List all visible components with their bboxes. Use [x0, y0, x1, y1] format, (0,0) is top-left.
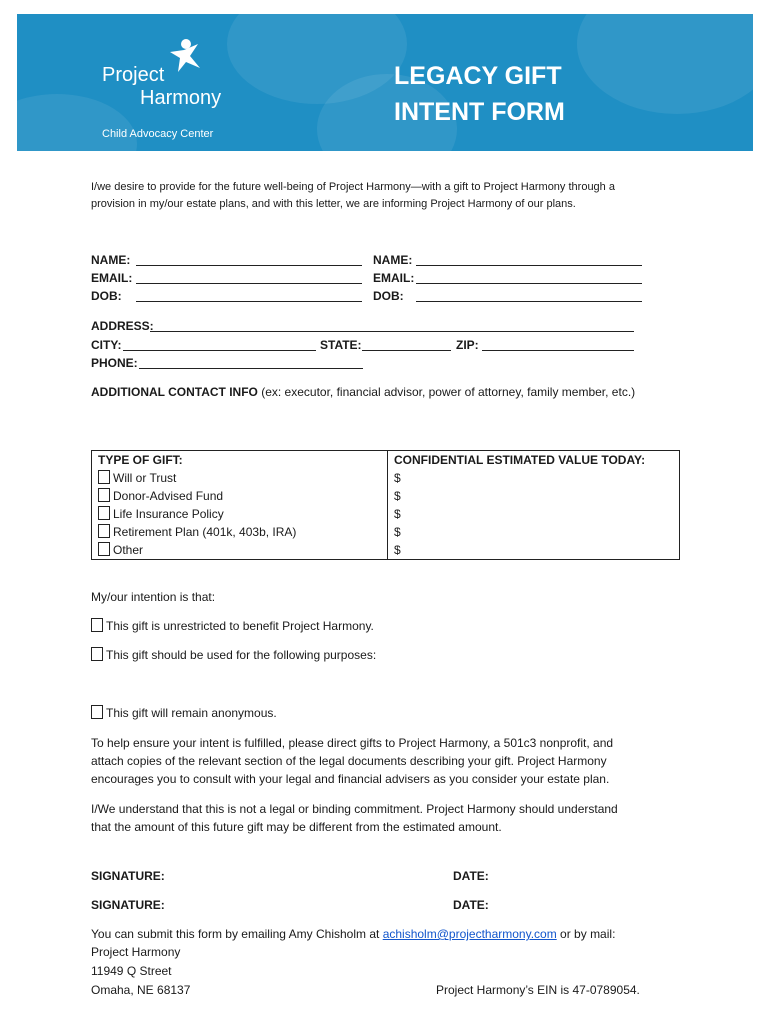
email-label-2: EMAIL: — [373, 271, 415, 285]
gift-option[interactable] — [98, 469, 381, 487]
zip-field[interactable] — [482, 350, 634, 351]
name-label-1: NAME: — [91, 253, 131, 267]
para2-line1: I/We understand that this is not a legal or binding commitment. Project Harmony should understand — [91, 802, 618, 816]
gift-option-label: Life Insurance Policy — [113, 507, 224, 521]
checkbox[interactable] — [98, 542, 110, 556]
dob-field-2[interactable] — [416, 301, 642, 302]
gift-option[interactable] — [98, 541, 381, 559]
title-line1: LEGACY GIFT — [394, 62, 562, 90]
mail-city: Omaha, NE 68137 — [91, 983, 191, 997]
para1-line1: To help ensure your intent is fulfilled, please direct gifts to Project Harmony, a 501c3 nonprofit, and — [91, 736, 614, 750]
city-field[interactable] — [123, 350, 316, 351]
gift-option-label: Retirement Plan (401k, 403b, IRA) — [113, 525, 297, 539]
gift-type-header: TYPE OF GIFT: — [98, 453, 183, 467]
intro-line1: I/we desire to provide for the future well-being of Project Harmony—with a gift to Project Harmony through a — [91, 181, 615, 193]
intention-option-label: This gift is unrestricted to benefit Project Harmony. — [106, 619, 374, 633]
gift-option-label: Donor-Advised Fund — [113, 489, 224, 503]
intention-option-unrestricted[interactable] — [91, 618, 374, 635]
ein-text: Project Harmony’s EIN is 47-0789054. — [436, 983, 640, 997]
phone-field[interactable] — [139, 368, 363, 369]
logo-text-project: Project — [102, 64, 165, 86]
email-label-1: EMAIL: — [91, 271, 133, 285]
mail-org: Project Harmony — [91, 945, 181, 959]
email-field-1[interactable] — [136, 283, 362, 284]
zip-label: ZIP: — [456, 338, 479, 352]
para1-line3: encourages you to consult with your legal and financial advisers as you consider your estate plan. — [91, 772, 610, 786]
intention-option-label: This gift will remain anonymous. — [106, 706, 277, 720]
intro-line2: provision in my/our estate plans, and with this letter, we are informing Project Harmony of our plans. — [91, 198, 576, 210]
submit-post: or by mail: — [556, 927, 616, 941]
checkbox[interactable] — [91, 647, 103, 661]
additional-contact-hint: (ex: executor, financial advisor, power of attorney, family member, etc.) — [257, 385, 636, 399]
logo-subtitle: Child Advocacy Center — [102, 128, 214, 140]
name-field-1[interactable] — [136, 265, 362, 266]
dob-label-2: DOB: — [373, 289, 404, 303]
submit-pre: You can submit this form by emailing Amy Chisholm at — [91, 927, 383, 941]
submit-instructions — [91, 926, 615, 943]
gift-value-field[interactable]: $ — [394, 543, 401, 557]
state-label: STATE: — [320, 338, 362, 352]
checkbox[interactable] — [91, 618, 103, 632]
logo-text-harmony: Harmony — [140, 87, 222, 109]
additional-contact-label: ADDITIONAL CONTACT INFO — [91, 385, 258, 399]
city-label: CITY: — [91, 338, 122, 352]
mail-street: 11949 Q Street — [91, 964, 172, 978]
gift-option[interactable] — [98, 505, 381, 523]
email-field-2[interactable] — [416, 283, 642, 284]
signature-label-2: SIGNATURE: — [91, 898, 165, 912]
para2-line2: that the amount of this future gift may be different from the estimated amount. — [91, 820, 502, 834]
gift-value-field[interactable]: $ — [394, 471, 401, 485]
gift-option[interactable] — [98, 523, 381, 541]
checkbox[interactable] — [98, 506, 110, 520]
gift-value-field[interactable]: $ — [394, 507, 401, 521]
gift-option-label: Other — [113, 543, 144, 557]
intention-lead: My/our intention is that: — [91, 590, 216, 604]
name-field-2[interactable] — [416, 265, 642, 266]
gift-option-label: Will or Trust — [113, 471, 177, 485]
gift-value-field[interactable]: $ — [394, 489, 401, 503]
form-title — [394, 58, 565, 130]
title-line2: INTENT FORM — [394, 98, 565, 126]
date-label-1: DATE: — [453, 869, 489, 883]
checkbox[interactable] — [98, 470, 110, 484]
dob-field-1[interactable] — [136, 301, 362, 302]
gift-option[interactable] — [98, 487, 381, 505]
name-label-2: NAME: — [373, 253, 413, 267]
gift-type-column — [92, 451, 388, 560]
header-banner — [17, 14, 753, 151]
figure-logo-icon — [168, 38, 202, 74]
gift-value-header: CONFIDENTIAL ESTIMATED VALUE TODAY: — [394, 453, 646, 467]
email-link[interactable]: achisholm@projectharmony.com — [382, 927, 557, 941]
intention-option-purposes[interactable] — [91, 647, 376, 664]
checkbox[interactable] — [98, 524, 110, 538]
intention-option-anonymous[interactable] — [91, 705, 277, 722]
phone-label: PHONE: — [91, 356, 138, 370]
para1-line2: attach copies of the relevant section of the legal documents describing your gift. Project Harmony — [91, 754, 607, 768]
signature-label-1: SIGNATURE: — [91, 869, 165, 883]
intention-option-label: This gift should be used for the following purposes: — [106, 648, 377, 662]
gift-value-column — [388, 451, 680, 560]
address-label: ADDRESS: — [91, 319, 154, 333]
checkbox[interactable] — [98, 488, 110, 502]
state-field[interactable] — [362, 350, 451, 351]
address-field[interactable] — [150, 331, 634, 332]
additional-contact-info — [91, 384, 635, 401]
gift-value-field[interactable]: $ — [394, 525, 401, 539]
checkbox[interactable] — [91, 705, 103, 719]
dob-label-1: DOB: — [91, 289, 122, 303]
gift-table — [91, 450, 680, 560]
date-label-2: DATE: — [453, 898, 489, 912]
